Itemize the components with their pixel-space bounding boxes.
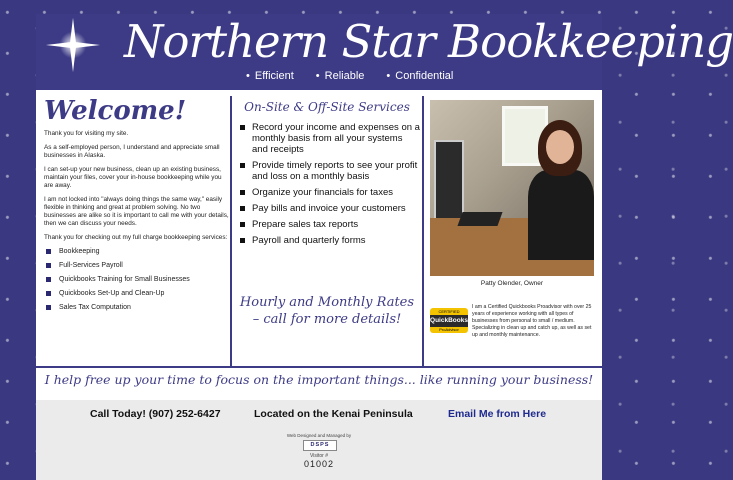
visitor-label: Visitor # [310, 453, 328, 459]
onsite-services-list [234, 122, 420, 246]
photo-monitor [434, 140, 464, 222]
tagline-confidential: • Confidential [386, 70, 453, 82]
section-divider [36, 366, 602, 368]
onsite-item: Organize your financials for taxes [234, 187, 420, 198]
onsite-item: Record your income and expenses on a monthly basis from all your systems and receipts [234, 122, 420, 155]
column-divider [422, 96, 424, 366]
photo-person-body [528, 170, 594, 260]
welcome-heading: Welcome! [44, 96, 187, 126]
location-text: Located on the Kenai Peninsula [254, 408, 413, 420]
welcome-paragraph: Thank you for checking out my full charge bookkeeping services: [44, 234, 228, 241]
welcome-paragraph: I am not locked into "always doing things the same way," easily flexible in thinking and great at problem solving. No two businesses are alike so it is important to call me with your details, then we can discuss your needs. [44, 196, 229, 227]
help-tagline: I help free up your time to focus on the important things... like running your business! [44, 372, 594, 387]
welcome-paragraph: As a self-employed person, I understand and appreciate small businesses in Alaska. [44, 144, 220, 159]
site-header [36, 14, 733, 92]
tagline-reliable: • Reliable [316, 70, 365, 82]
badge-bottom-text: ProAdvisor [430, 327, 468, 333]
onsite-item: Pay bills and invoice your customers [234, 203, 420, 214]
owner-bio: I am a Certified Quickbooks Proadvisor with over 25 years of experience working with all types of businesses from personal to small / medium. Specializing in clean up and catch up, as well as set up and monthly maintenance. [472, 304, 592, 338]
service-item-sales-tax: Sales Tax Computation [44, 304, 230, 311]
onsite-item: Provide timely reports to see your profit and loss on a monthly basis [234, 160, 420, 182]
tagline [246, 70, 453, 82]
rates-line: Hourly and Monthly Rates [239, 295, 415, 310]
rates-callout [234, 294, 420, 328]
onsite-item: Prepare sales tax reports [234, 219, 420, 230]
onsite-services-title: On-Site & Off-Site Services [244, 100, 410, 114]
services-list [44, 248, 230, 311]
site-footer [36, 400, 602, 480]
service-item-payroll: Full-Services Payroll [44, 262, 230, 269]
onsite-services-column [234, 96, 420, 366]
column-divider [230, 96, 232, 366]
designer-logo-link[interactable]: DSPS [303, 440, 337, 451]
badge-top-text: CERTIFIED [430, 308, 468, 315]
welcome-column [44, 96, 230, 366]
site-title: Northern Star Bookkeeping [124, 15, 733, 68]
north-star-icon [44, 16, 102, 74]
badge-main-text: QuickBooks [430, 315, 468, 327]
photo-keyboard [457, 212, 502, 226]
owner-photo [430, 100, 594, 276]
welcome-paragraph: Thank you for visiting my site. [44, 130, 129, 137]
owner-caption: Patty Olender, Owner [480, 280, 544, 287]
owner-column [426, 96, 598, 366]
service-item-bookkeeping: Bookkeeping [44, 248, 230, 255]
email-link[interactable]: Email Me from Here [448, 408, 547, 420]
designed-by-text: Web Designed and Managed by [286, 433, 352, 438]
phone-text: Call Today! (907) 252-6427 [90, 408, 221, 420]
quickbooks-proadvisor-badge [430, 308, 468, 336]
service-item-quickbooks-setup: Quickbooks Set-Up and Clean-Up [44, 290, 230, 297]
service-item-quickbooks-training: Quickbooks Training for Small Businesses [44, 276, 230, 283]
rates-line: – call for more details! [252, 312, 402, 327]
tagline-efficient: • Efficient [246, 70, 294, 82]
page-container [36, 14, 733, 480]
onsite-item: Payroll and quarterly forms [234, 235, 420, 246]
welcome-paragraph: I can set-up your new business, clean up an existing business, maintain your files, cover your in-house bookkeeping while you are away. [44, 166, 222, 189]
photo-person-face [546, 130, 574, 164]
visitor-counter: 01002 [303, 459, 335, 469]
